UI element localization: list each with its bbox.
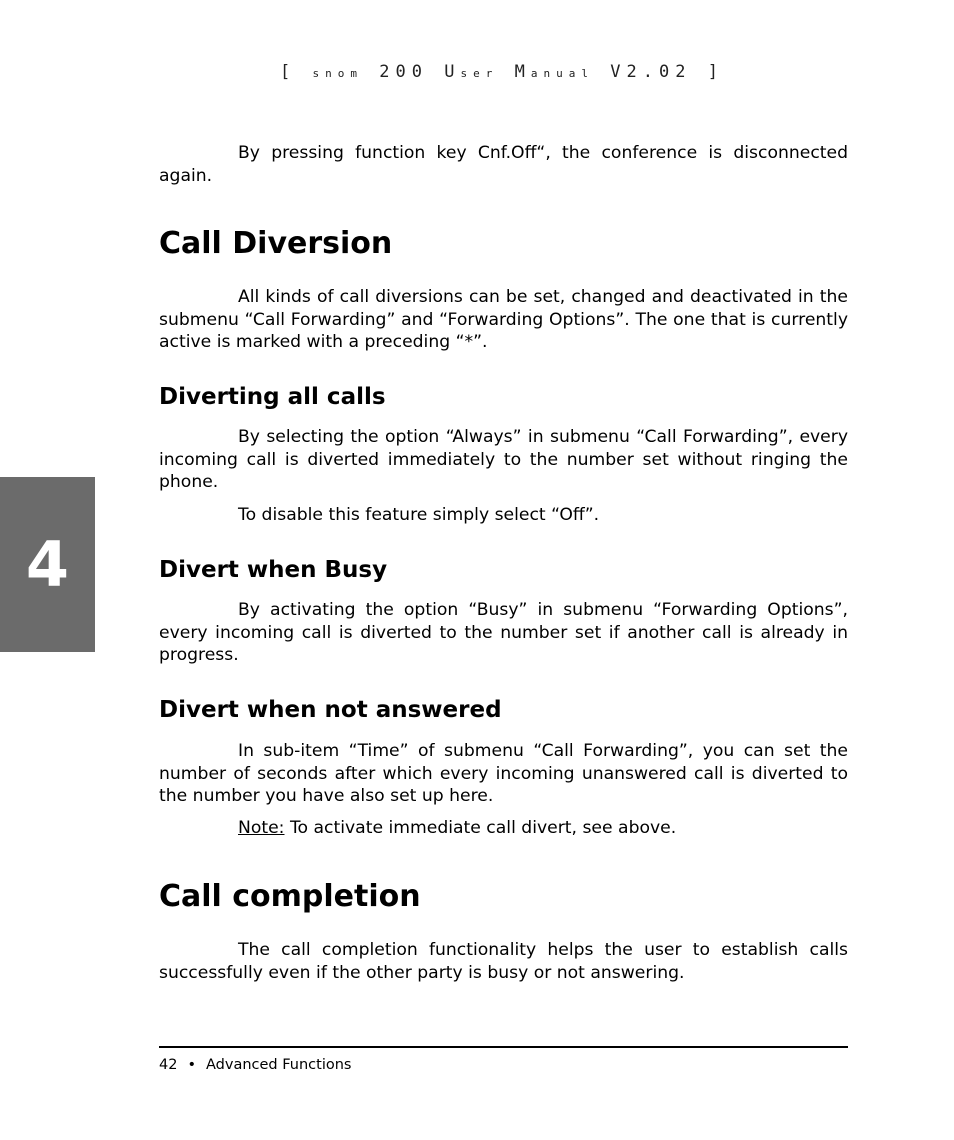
call-diversion-paragraph: All kinds of call diversions can be set, changed and deactivated in the submenu “Call Forwarding” and “Forwarding Options”. The one that is currently active is marked with a preceding “*”. — [159, 287, 848, 352]
divert-not-answered-paragraph: In sub-item “Time” of submenu “Call Forwarding”, you can set the number of seconds after which every incoming unanswered call is diverted to the number you have also set up here. — [159, 741, 848, 806]
header-user-rest: ser — [460, 67, 499, 80]
header-user-initial: U — [444, 62, 461, 82]
heading-divert-when-busy: Divert when Busy — [159, 557, 388, 583]
header-user — [444, 62, 498, 82]
note-paragraph — [159, 817, 848, 840]
header-close-bracket: ] — [707, 62, 724, 82]
header-manual — [515, 62, 594, 82]
note-text: To activate immediate call divert, see above. — [284, 818, 677, 838]
header-product: snom — [312, 67, 364, 80]
header-manual-rest: anual — [530, 67, 595, 80]
header-version: V2.02 — [610, 62, 692, 82]
call-completion-paragraph: The call completion functionality helps the user to establish calls successfully even if the other party is busy or not answering. — [159, 940, 848, 983]
page-number: 42 — [159, 1057, 178, 1073]
footer-section: Advanced Functions — [206, 1057, 352, 1073]
chapter-number: 4 — [25, 528, 70, 601]
heading-divert-when-not-answered: Divert when not answered — [159, 697, 502, 723]
heading-call-completion: Call completion — [159, 879, 421, 914]
heading-call-diversion: Call Diversion — [159, 226, 393, 261]
note-label: Note: — [238, 818, 285, 838]
diverting-all-disable-paragraph: To disable this feature simply select “Off”. — [238, 505, 600, 525]
heading-diverting-all-calls: Diverting all calls — [159, 384, 386, 410]
chapter-tab — [0, 477, 95, 652]
header-model: 200 — [379, 62, 429, 82]
intro-paragraph: By pressing function key Cnf.Off“, the conference is disconnected again. — [159, 143, 848, 186]
footer-bullet: • — [187, 1057, 197, 1073]
running-header — [0, 62, 954, 82]
page-footer — [159, 1057, 351, 1073]
divert-busy-paragraph: By activating the option “Busy” in submenu “Forwarding Options”, every incoming call is diverted to the number set if another call is already in progress. — [159, 600, 848, 665]
header-manual-initial: M — [514, 62, 531, 82]
header-open-bracket: [ — [280, 62, 297, 82]
diverting-all-paragraph: By selecting the option “Always” in submenu “Call Forwarding”, every incoming call is diverted immediately to the number set without ringing the phone. — [159, 427, 848, 492]
footer-rule — [159, 1046, 848, 1048]
